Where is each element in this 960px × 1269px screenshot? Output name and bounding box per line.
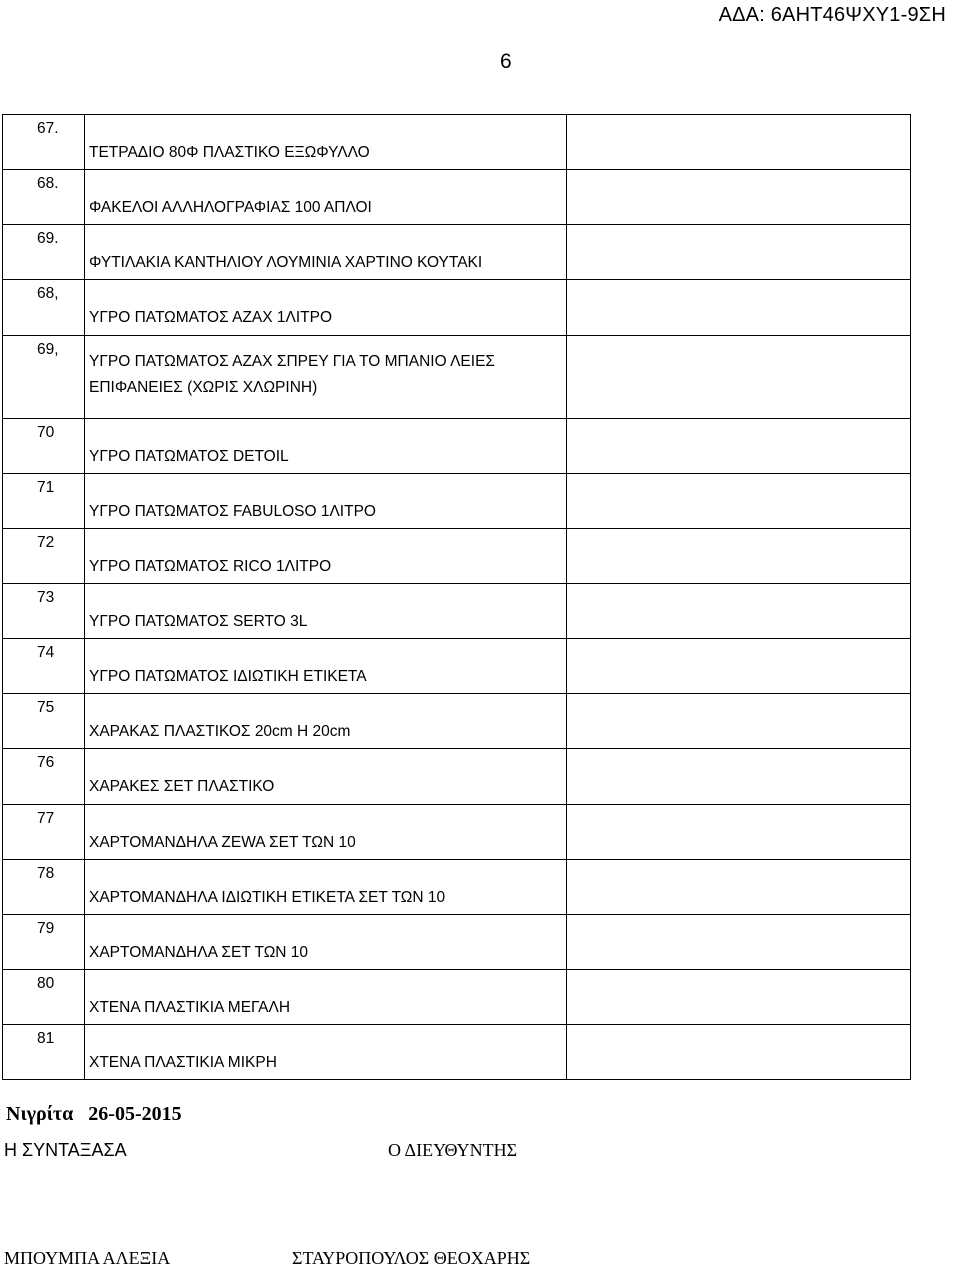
empty-cell bbox=[567, 583, 911, 638]
table-row bbox=[3, 694, 911, 749]
empty-cell bbox=[567, 1025, 911, 1080]
item-description-line: ΧΤΕΝΑ ΠΛΑΣΤΙΚΙΑ ΜΕΓΑΛΗ bbox=[89, 998, 291, 1016]
empty-cell bbox=[567, 859, 911, 914]
table-row bbox=[3, 804, 911, 859]
items-table-body bbox=[3, 115, 911, 1080]
item-description-cell bbox=[85, 969, 567, 1024]
empty-cell bbox=[567, 473, 911, 528]
empty-cell bbox=[567, 749, 911, 804]
composer-name: ΜΠΟΥΜΠΑ ΑΛΕΞΙΑ bbox=[4, 1248, 171, 1268]
item-description bbox=[85, 170, 566, 216]
empty-cell bbox=[567, 694, 911, 749]
empty-cell bbox=[567, 528, 911, 583]
director-title: Ο ΔΙΕΥΘΥΝΤΗΣ bbox=[388, 1140, 518, 1160]
item-description-cell bbox=[85, 473, 567, 528]
table-row bbox=[3, 473, 911, 528]
item-description-line: ΧΑΡΑΚΑΣ ΠΛΑΣΤΙΚΟΣ 20cm Η 20cm bbox=[89, 723, 351, 741]
item-number: 69, bbox=[37, 340, 59, 358]
table-row bbox=[3, 859, 911, 914]
item-number: 81 bbox=[37, 1030, 55, 1048]
item-number: 69. bbox=[37, 230, 59, 248]
table-row bbox=[3, 335, 911, 418]
table-row bbox=[3, 1025, 911, 1080]
item-description-line: ΥΓΡΟ ΠΑΤΩΜΑΤΟΣ ΙΔΙΩΤΙΚΗ ΕΤΙΚΕΤΑ bbox=[89, 668, 367, 686]
item-description-cell bbox=[85, 914, 567, 969]
item-description bbox=[85, 639, 566, 685]
item-number: 71 bbox=[37, 478, 55, 496]
empty-cell bbox=[567, 914, 911, 969]
item-description bbox=[85, 694, 566, 740]
item-description bbox=[85, 1025, 566, 1071]
empty-cell bbox=[567, 335, 911, 418]
item-number-cell bbox=[3, 914, 85, 969]
item-description-line: ΕΠΙΦΑΝΕΙΕΣ (ΧΩΡΙΣ ΧΛΩΡΙΝΗ) bbox=[89, 378, 318, 396]
item-description-cell bbox=[85, 583, 567, 638]
item-description-cell bbox=[85, 1025, 567, 1080]
item-description bbox=[85, 419, 566, 465]
item-description bbox=[85, 749, 566, 795]
item-number: 67. bbox=[37, 120, 59, 137]
item-description-cell bbox=[85, 418, 567, 473]
table-row bbox=[3, 969, 911, 1024]
item-number: 76 bbox=[37, 754, 55, 772]
document-date: 26-05-2015 bbox=[88, 1103, 182, 1125]
item-number-cell bbox=[3, 528, 85, 583]
item-number-cell bbox=[3, 1025, 85, 1080]
item-number: 72 bbox=[37, 533, 55, 551]
empty-cell bbox=[567, 115, 911, 170]
item-description bbox=[85, 225, 566, 271]
item-description-line: ΥΓΡΟ ΠΑΤΩΜΑΤΟΣ RICO 1ΛΙΤΡΟ bbox=[89, 557, 332, 575]
table-row bbox=[3, 225, 911, 280]
item-description bbox=[85, 970, 566, 1016]
empty-cell bbox=[567, 804, 911, 859]
item-description-line: ΥΓΡΟ ΠΑΤΩΜΑΤΟΣ ΑΖΑΧ 1ΛΙΤΡΟ bbox=[89, 309, 333, 327]
item-description-cell bbox=[85, 694, 567, 749]
composer-title: Η ΣΥΝΤΑΞΑΣΑ bbox=[4, 1140, 127, 1160]
table-row bbox=[3, 914, 911, 969]
table-row bbox=[3, 749, 911, 804]
table-row bbox=[3, 280, 911, 335]
item-number-cell bbox=[3, 639, 85, 694]
item-number: 70 bbox=[37, 423, 55, 441]
item-description bbox=[85, 529, 566, 575]
item-number-cell bbox=[3, 694, 85, 749]
empty-cell bbox=[567, 969, 911, 1024]
item-description-line: ΥΓΡΟ ΠΑΤΩΜΑΤΟΣ DETOIL bbox=[89, 447, 289, 465]
item-description-cell bbox=[85, 528, 567, 583]
item-description-line: ΥΓΡΟ ΠΑΤΩΜΑΤΟΣ FABULOSO 1ΛΙΤΡΟ bbox=[89, 502, 376, 520]
item-description-cell bbox=[85, 170, 567, 225]
item-number-cell bbox=[3, 583, 85, 638]
item-description-line: ΧΑΡΤΟΜΑΝΔΗΛΑ ΣΕΤ ΤΩΝ 10 bbox=[89, 943, 309, 961]
item-number-cell bbox=[3, 280, 85, 335]
item-description bbox=[85, 336, 566, 401]
item-description-cell bbox=[85, 804, 567, 859]
item-description-cell bbox=[85, 335, 567, 418]
item-description-line: ΧΑΡΤΟΜΑΝΔΗΛΑ ZEWA ΣΕΤ ΤΩΝ 10 bbox=[89, 833, 356, 851]
item-description bbox=[85, 860, 566, 906]
item-number: 75 bbox=[37, 699, 55, 717]
item-description-cell bbox=[85, 115, 567, 170]
table-row bbox=[3, 583, 911, 638]
item-description-line: ΧΤΕΝΑ ΠΛΑΣΤΙΚΙΑ ΜΙΚΡΗ bbox=[89, 1054, 277, 1072]
table-row bbox=[3, 418, 911, 473]
empty-cell bbox=[567, 170, 911, 225]
item-number-cell bbox=[3, 473, 85, 528]
item-description bbox=[85, 915, 566, 961]
item-description-cell bbox=[85, 225, 567, 280]
item-description-cell bbox=[85, 859, 567, 914]
table-row bbox=[3, 170, 911, 225]
item-description bbox=[85, 805, 566, 851]
table-row bbox=[3, 639, 911, 694]
item-number: 80 bbox=[37, 974, 55, 992]
items-table bbox=[2, 114, 911, 1080]
item-description-cell bbox=[85, 749, 567, 804]
item-description-line: ΧΑΡΑΚΕΣ ΣΕΤ ΠΛΑΣΤΙΚΟ bbox=[89, 778, 275, 796]
item-description-line: ΦΥΤΙΛΑΚΙΑ ΚΑΝΤΗΛΙΟΥ ΛΟΥΜΙΝΙΑ ΧΑΡΤΙΝΟ ΚΟΥΤΑΚΙ bbox=[89, 254, 483, 272]
item-description bbox=[85, 115, 566, 161]
item-number-cell bbox=[3, 749, 85, 804]
empty-cell bbox=[567, 225, 911, 280]
item-description-line: ΦΑΚΕΛΟΙ ΑΛΛΗΛΟΓΡΑΦΙΑΣ 100 ΑΠΛΟΙ bbox=[89, 199, 372, 217]
item-number-cell bbox=[3, 804, 85, 859]
item-number-cell bbox=[3, 859, 85, 914]
item-number-cell bbox=[3, 115, 85, 170]
item-number: 68. bbox=[37, 175, 59, 193]
item-description-line: ΤΕΤΡΑΔΙΟ 80Φ ΠΛΑΣΤΙΚΟ ΕΞΩΦΥΛΛΟ bbox=[89, 144, 370, 161]
place-date bbox=[6, 1103, 182, 1126]
table-row bbox=[3, 528, 911, 583]
empty-cell bbox=[567, 418, 911, 473]
item-number-cell bbox=[3, 335, 85, 418]
item-number-cell bbox=[3, 969, 85, 1024]
place-label: Νιγρίτα bbox=[6, 1103, 74, 1125]
item-number-cell bbox=[3, 225, 85, 280]
item-number: 78 bbox=[37, 864, 55, 882]
item-description-line: ΧΑΡΤΟΜΑΝΔΗΛΑ ΙΔΙΩΤΙΚΗ ΕΤΙΚΕΤΑ ΣΕΤ ΤΩΝ 10 bbox=[89, 888, 446, 906]
item-number-cell bbox=[3, 170, 85, 225]
item-number: 73 bbox=[37, 588, 55, 606]
item-number: 74 bbox=[37, 644, 55, 662]
item-description-line: ΥΓΡΟ ΠΑΤΩΜΑΤΟΣ SERTO 3L bbox=[89, 612, 308, 630]
item-description-cell bbox=[85, 639, 567, 694]
empty-cell bbox=[567, 280, 911, 335]
item-number-cell bbox=[3, 418, 85, 473]
item-description-cell bbox=[85, 280, 567, 335]
page-number: 6 bbox=[500, 50, 512, 73]
director-name: ΣΤΑΥΡΟΠΟΥΛΟΣ ΘΕΟΧΑΡΗΣ bbox=[292, 1248, 531, 1268]
item-number: 68, bbox=[37, 285, 59, 303]
item-number: 77 bbox=[37, 809, 55, 827]
item-description bbox=[85, 474, 566, 520]
item-description bbox=[85, 280, 566, 326]
item-description-line: ΥΓΡΟ ΠΑΤΩΜΑΤΟΣ ΑΖΑΧ ΣΠΡΕΥ ΓΙΑ ΤΟ ΜΠΑΝΙΟ ΛΕΙΕΣ bbox=[89, 352, 495, 370]
empty-cell bbox=[567, 639, 911, 694]
table-row bbox=[3, 115, 911, 170]
ada-code: ΑΔΑ: 6ΑΗΤ46ΨΧΥ1-9ΣΗ bbox=[718, 4, 946, 26]
item-description bbox=[85, 584, 566, 630]
item-number: 79 bbox=[37, 919, 55, 937]
